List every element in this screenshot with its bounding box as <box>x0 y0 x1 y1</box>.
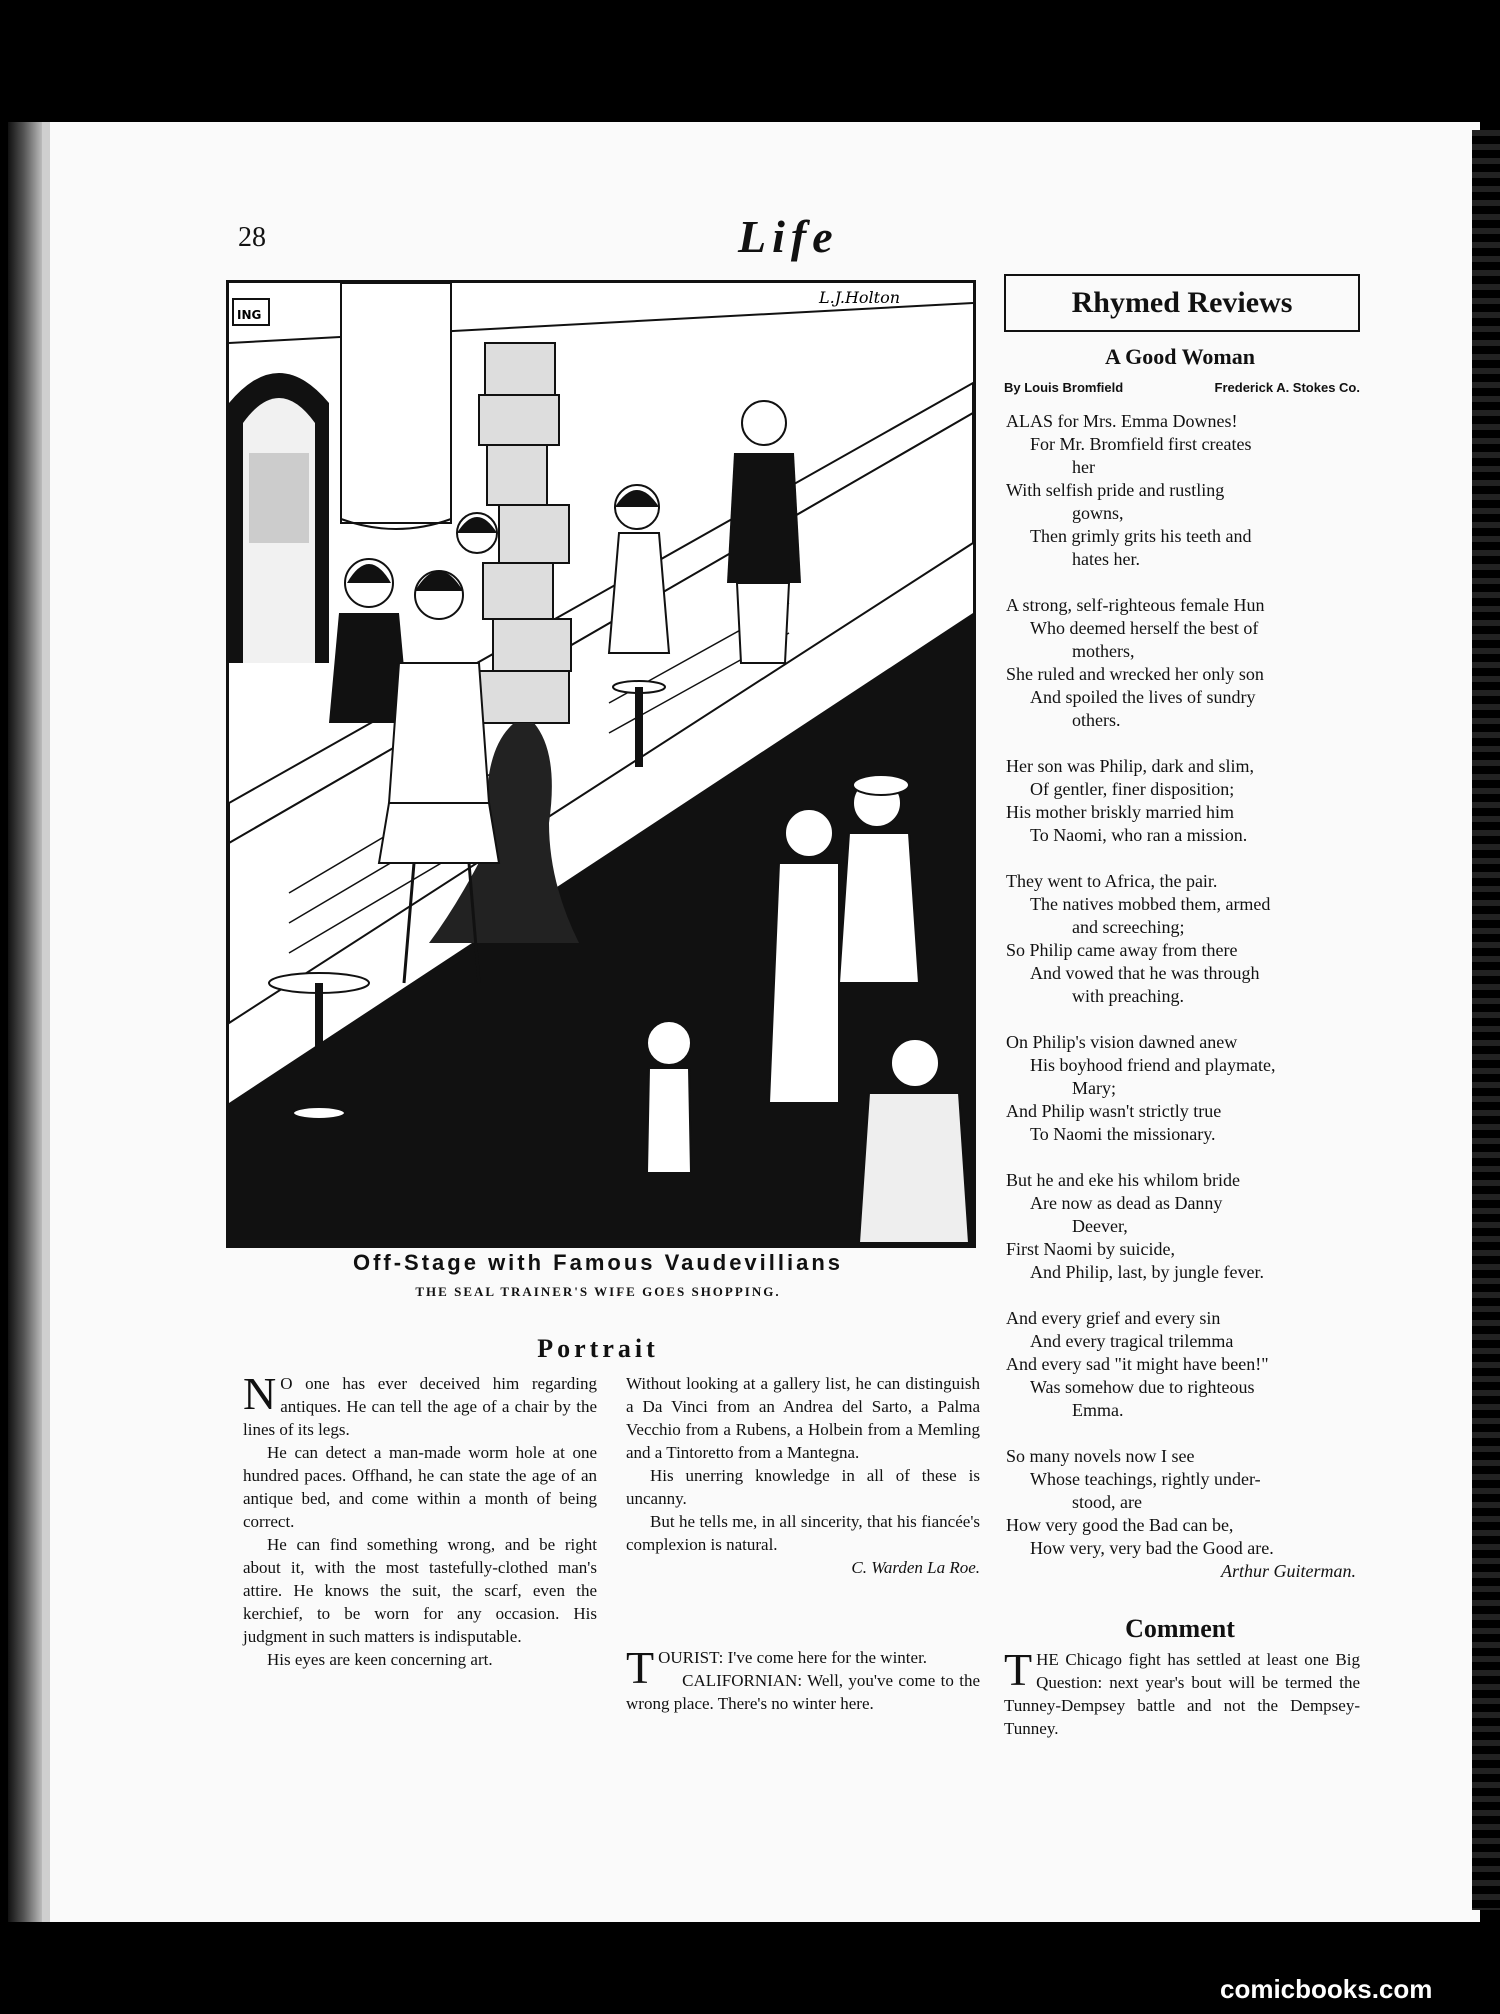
book-publisher: Frederick A. Stokes Co. <box>1214 380 1360 395</box>
portrait-paragraph-4: His eyes are keen concerning art. <box>267 1650 493 1669</box>
book-title: A Good Woman <box>1105 344 1255 369</box>
drop-cap: T <box>1004 1644 1033 1695</box>
portrait-paragraph-2: He can detect a man-made worm hole at one hundred paces. Offhand, he can state the age of an antique bed, and come within a month of being correct. <box>243 1443 597 1531</box>
page-edge <box>1472 130 1500 1910</box>
review-poem <box>1006 410 1362 1583</box>
book-byline <box>1004 380 1360 395</box>
poem-signature: Arthur Guiterman. <box>1221 1561 1356 1581</box>
portrait-column-2 <box>626 1372 980 1579</box>
comment-text: THE Chicago fight has settled at least one Big Question: next year's bout will be termed the Tunney-Dempsey battle and not the Dempsey-Tunney. <box>1004 1644 1360 1738</box>
page-number: 28 <box>238 222 266 253</box>
stanza: And every grief and every sin And every tragical trilemma And every sad "it might have been!" Was somehow due to righteous Emma. <box>1006 1308 1269 1420</box>
portrait-paragraph-7: But he tells me, in all sincerity, that his fiancée's complexion is natural. <box>626 1512 980 1554</box>
portrait-paragraph-6: His unerring knowledge in all of these is uncanny. <box>626 1466 980 1508</box>
book-author: By Louis Bromfield <box>1004 380 1124 395</box>
tourist-line: TOURIST: I've come here for the winter. <box>626 1642 928 1693</box>
cartoon-subcaption: THE SEAL TRAINER'S WIFE GOES SHOPPING. <box>415 1284 781 1299</box>
californian-line: CALIFORNIAN: Well, you've come to the wrong place. There's no winter here. <box>626 1671 980 1713</box>
portrait-column-1 <box>243 1368 597 1671</box>
portrait-paragraph-3: He can find something wrong, and be right about it, with the most tastefully-clothed man's attire. He knows the suit, the scarf, even the kerchief, to be worn for any occasion. His judgment in such matters is indisputable. <box>243 1535 597 1646</box>
tourist-joke <box>626 1642 980 1715</box>
drop-cap: N <box>243 1368 277 1419</box>
drop-cap: T <box>626 1642 655 1693</box>
stanza: Her son was Philip, dark and slim, Of gentler, finer disposition; His mother briskly married him To Naomi, who ran a mission. <box>1006 756 1254 845</box>
stanza: A strong, self-righteous female Hun Who deemed herself the best of mothers, She ruled and wrecked her only son And spoiled the lives of sundry others. <box>1006 595 1265 730</box>
site-watermark: comicbooks.com <box>1220 1974 1433 2004</box>
stanza: They went to Africa, the pair. The natives mobbed them, armed and screeching; So Philip came away from there And vowed that he was through with preaching. <box>1006 871 1271 1006</box>
stanza: On Philip's vision dawned anew His boyhood friend and playmate, Mary; And Philip wasn't strictly true To Naomi the missionary. <box>1006 1032 1276 1144</box>
portrait-signature: C. Warden La Roe. <box>851 1558 980 1577</box>
stanza: So many novels now I see Whose teachings, rightly under- stood, are How very good the Bad can be, How very, very bad the Good are. Arthur Guiterman. <box>1006 1445 1362 1583</box>
portrait-paragraph-1: N O one has ever deceived him regarding antiques. He can tell the age of a chair by the lines of its legs. <box>243 1368 597 1439</box>
portrait-title: Portrait <box>537 1334 659 1363</box>
artist-signature: L.J.Holton <box>819 288 901 307</box>
stanza: But he and eke his whilom bride Are now as dead as Danny Deever, First Naomi by suicide, And Philip, last, by jungle fever. <box>1006 1170 1264 1282</box>
cartoon-illustration <box>226 280 976 1248</box>
portrait-paragraph-5: Without looking at a gallery list, he can distinguish a Da Vinci from an Andrea del Sarto, a Palma Vecchio from a Rubens, a Holbein from a Memling and a Tintoretto from a Mantegna. <box>626 1374 980 1462</box>
stanza: ALAS for Mrs. Emma Downes! For Mr. Bromfield first creates her With selfish pride and rustling gowns, Then grimly grits his teeth and hates her. <box>1006 411 1252 569</box>
rhymed-reviews-heading: Rhymed Reviews <box>1004 274 1360 332</box>
shop-sign: ING <box>237 308 262 322</box>
cartoon-drawing <box>229 283 973 1245</box>
comment-title: Comment <box>1125 1614 1235 1643</box>
masthead: Life <box>738 211 839 262</box>
cartoon-caption: Off-Stage with Famous Vaudevillians <box>352 1250 844 1275</box>
